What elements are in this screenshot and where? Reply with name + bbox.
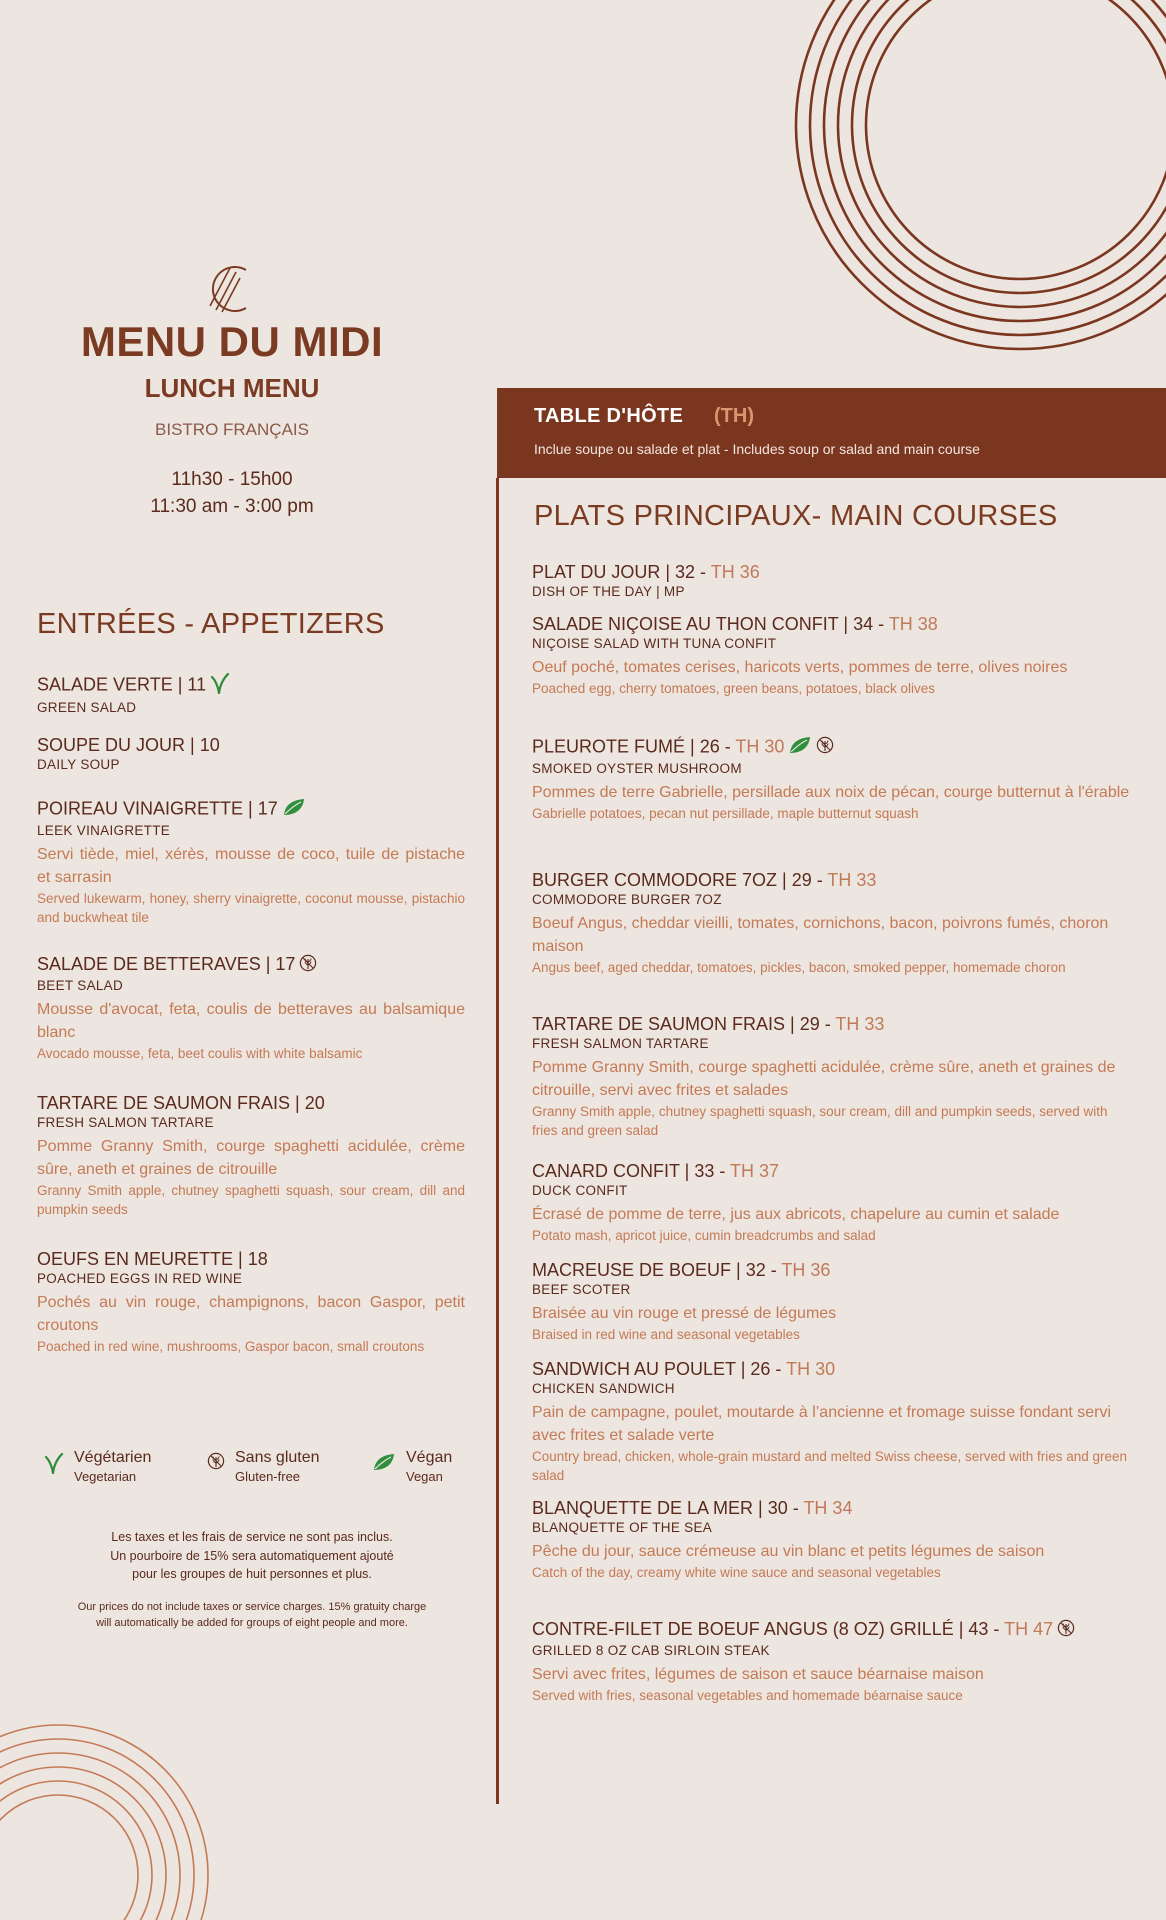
table-dhote-price: TH 30: [735, 736, 785, 757]
item-english-name: BEET SALAD: [37, 977, 124, 993]
item-description-en: Avocado mousse, feta, beet coulis with white balsamic: [37, 1045, 363, 1061]
item-name: [532, 1497, 1133, 1519]
menu-item-blanquette-of-the-sea: [532, 1497, 1133, 1582]
item-description-fr: Pommes de terre Gabrielle, persillade aux noix de pécan, courge butternut à l'érable: [532, 784, 1130, 801]
note-line: pour les groupes de huit personnes et plus.: [132, 1567, 372, 1581]
legend-vegetarian: [44, 1448, 151, 1485]
item-description-en: Served with fries, seasonal vegetables and homemade béarnaise sauce: [532, 1687, 963, 1703]
menu-item-fresh-salmon-tartare: [37, 1092, 465, 1219]
table-dhote-price: TH 34: [803, 1498, 853, 1518]
column-divider: [496, 478, 499, 1804]
item-description-en: Country bread, chicken, whole-grain mustard and melted Swiss cheese, served with fries and green salad: [532, 1449, 1128, 1483]
item-description-en: Catch of the day, creamy white wine sauce and seasonal vegetables: [532, 1565, 941, 1580]
vegan-icon: [282, 797, 306, 822]
item-english-name: FRESH SALMON TARTARE: [37, 1115, 214, 1130]
item-name: [532, 1259, 1133, 1281]
item-english-name: DUCK CONFIT: [532, 1183, 628, 1198]
legend-label-fr: Végan: [406, 1449, 453, 1466]
menu-item-poached-eggs-in-red-wine: [37, 1248, 465, 1356]
legend-label-fr: Végétarien: [74, 1449, 152, 1466]
item-description-en: Potato mash, apricot juice, cumin breadcrumbs and salad: [532, 1228, 876, 1243]
legend-label-en: Vegetarian: [74, 1469, 137, 1484]
vegan-icon: [372, 1452, 396, 1477]
item-name-price: SOUPE DU JOUR | 10: [37, 735, 220, 755]
item-name: [532, 1160, 1133, 1182]
table-dhote-price: TH 36: [710, 562, 760, 582]
decorative-arc: [796, 0, 1166, 349]
menu-item-dish-of-the-day-mp: [532, 561, 1133, 601]
hours-fr: 11h30 - 15h00: [171, 469, 293, 490]
table-dhote-abbr: (TH): [714, 405, 754, 427]
decorative-arc: [0, 1725, 208, 1920]
item-english-name: BLANQUETTE OF THE SEA: [532, 1520, 713, 1535]
item-name: [532, 561, 1133, 583]
gluten-free-icon: [207, 1452, 225, 1475]
item-name-price: TARTARE DE SAUMON FRAIS | 20: [37, 1093, 325, 1113]
item-description-en: Angus beef, aged cheddar, tomatoes, pickles, bacon, smoked pepper, homemade choron: [532, 960, 1066, 975]
item-description-fr: Braisée au vin rouge et pressé de légumes: [532, 1305, 837, 1322]
item-english-name: GREEN SALAD: [37, 700, 137, 715]
item-description-fr: Pêche du jour, sauce crémeuse au vin blanc et petits légumes de saison: [532, 1543, 1045, 1560]
item-description-fr: Écrasé de pomme de terre, jus aux abricots, chapelure au cumin et salade: [532, 1206, 1060, 1223]
decorative-arc: [824, 0, 1166, 321]
menu-item-duck-confit: [532, 1160, 1133, 1245]
hours-en: 11:30 am - 3:00 pm: [150, 496, 314, 517]
item-name: [532, 1358, 1133, 1380]
item-description-en: Poached in red wine, mushrooms, Gaspor bacon, small croutons: [37, 1339, 425, 1354]
item-name: [37, 1248, 465, 1270]
menu-item-fresh-salmon-tartare: [532, 1013, 1133, 1140]
menu-item-grilled-8-oz-cab-sirloin-steak: [532, 1618, 1133, 1705]
item-description-fr: Servi avec frites, légumes de saison et sauce béarnaise maison: [532, 1665, 984, 1683]
item-description-fr: Servi tiède, miel, xérès, mousse de coco, tuile de pistache et sarrasin: [37, 846, 465, 886]
item-english-name: DISH OF THE DAY | MP: [532, 584, 685, 599]
item-name: [37, 672, 465, 699]
note-line: Un pourboire de 15% sera automatiquement ajouté: [110, 1548, 394, 1563]
item-name-price: SALADE VERTE | 11: [37, 674, 207, 695]
opening-hours: [37, 466, 427, 520]
table-dhote-price: TH 36: [781, 1260, 831, 1280]
table-dhote-price: TH 38: [888, 614, 938, 634]
note-line: Our prices do not include taxes or service charges. 15% gratuity charge: [77, 1601, 427, 1613]
item-description-en: Served lukewarm, honey, sherry vinaigrette, coconut mousse, pistachio and buckwheat tile: [37, 891, 465, 925]
item-description-fr: Boeuf Angus, cheddar vieilli, tomates, cornichons, bacon, poivrons fumés, choron maison: [532, 915, 1109, 955]
note-line: Les taxes et les frais de service ne sont pas inclus.: [111, 1530, 393, 1544]
item-english-name: GRILLED 8 OZ CAB SIRLOIN STEAK: [532, 1642, 770, 1658]
item-english-name: FRESH SALMON TARTARE: [532, 1036, 709, 1051]
item-name: [37, 953, 465, 977]
item-english-name: SMOKED OYSTER MUSHROOM: [532, 761, 742, 776]
item-name-price: SANDWICH AU POULET | 26 -: [532, 1359, 787, 1379]
legend-label-en: Vegan: [406, 1469, 443, 1484]
table-dhote-price: TH 33: [835, 1014, 885, 1034]
item-description-fr: Mousse d'avocat, feta, coulis de betteraves au balsamique blanc: [37, 1000, 465, 1041]
item-description-fr: Pain de campagne, poulet, moutarde à l’ancienne et fromage suisse fondant servi avec frites et salade verte: [532, 1404, 1112, 1444]
decorative-arc: [0, 1795, 138, 1920]
menu-item-smoked-oyster-mushroom: [532, 735, 1133, 823]
table-dhote-price: TH 33: [827, 870, 877, 890]
item-description-fr: Oeuf poché, tomates cerises, haricots verts, pommes de terre, olives noires: [532, 659, 1068, 676]
decorative-arc: [852, 0, 1166, 293]
item-name: [37, 734, 465, 756]
item-name-price: CANARD CONFIT | 33 -: [532, 1161, 731, 1181]
menu-item-commodore-burger-7oz: [532, 869, 1133, 977]
item-description-en: Braised in red wine and seasonal vegetables: [532, 1327, 800, 1342]
item-description-en: Poached egg, cherry tomatoes, green beans, potatoes, black olives: [532, 681, 935, 696]
logo-icon: [200, 262, 250, 316]
table-dhote-banner: [497, 388, 1166, 478]
mains-title: PLATS PRINCIPAUX- MAIN COURSES: [534, 500, 1058, 532]
table-dhote-title: TABLE D'HÔTE: [534, 405, 684, 427]
item-name-price: TARTARE DE SAUMON FRAIS | 29 -: [532, 1014, 836, 1034]
item-name: [37, 1092, 465, 1114]
table-dhote-price: TH 30: [786, 1359, 836, 1379]
menu-item-green-salad: [37, 672, 465, 717]
menu-item-nicoise-salad-with-tuna-confit: [532, 613, 1133, 698]
item-name-price: MACREUSE DE BOEUF | 32 -: [532, 1260, 782, 1280]
vegetarian-icon: [210, 672, 230, 699]
item-name: [532, 1013, 1133, 1035]
item-english-name: COMMODORE BURGER 7OZ: [532, 892, 722, 907]
item-english-name: BEEF SCOTER: [532, 1282, 631, 1297]
item-description-en: Granny Smith apple, chutney spaghetti squash, sour cream, dill and pumpkin seeds: [37, 1183, 465, 1217]
table-dhote-price: TH 37: [730, 1161, 780, 1181]
item-english-name: POACHED EGGS IN RED WINE: [37, 1271, 243, 1286]
item-name-price: PLAT DU JOUR | 32 -: [532, 562, 711, 582]
table-dhote-price: TH 47: [1004, 1619, 1054, 1639]
item-english-name: NIÇOISE SALAD WITH TUNA CONFIT: [532, 636, 777, 651]
item-name-price: PLEUROTE FUMÉ | 26 -: [532, 736, 736, 757]
item-description-fr: Pochés au vin rouge, champignons, bacon Gaspor, petit croutons: [37, 1294, 465, 1334]
item-name: [532, 613, 1133, 635]
gluten-free-icon: [816, 736, 834, 759]
decorative-arc: [866, 0, 1166, 279]
item-name: [532, 1618, 1133, 1642]
item-description-en: Gabrielle potatoes, pecan nut persillade, maple butternut squash: [532, 806, 919, 821]
restaurant-type: BISTRO FRANÇAIS: [155, 420, 309, 439]
item-name-price: BLANQUETTE DE LA MER | 30 -: [532, 1498, 804, 1518]
menu-item-beef-scoter: [532, 1259, 1133, 1344]
decorative-arcs-bottom: [0, 1660, 300, 1920]
note-line: will automatically be added for groups of eight people and more.: [96, 1616, 408, 1629]
item-description-fr: Pomme Granny Smith, courge spaghetti acidulée, crème sûre, aneth et graines de citrouille: [37, 1138, 465, 1178]
gluten-free-icon: [1057, 1619, 1075, 1642]
item-name-price: OEUFS EN MEURETTE | 18: [37, 1249, 268, 1269]
legend-label-en: Gluten-free: [235, 1469, 301, 1484]
item-description-fr: Pomme Granny Smith, courge spaghetti acidulée, crème sûre, aneth et graines de citrouille, servi avec frites et salades: [532, 1059, 1116, 1099]
menu-title: MENU DU MIDI: [80, 318, 384, 365]
item-name: [37, 797, 465, 822]
menu-item-daily-soup: [37, 734, 465, 774]
item-english-name: DAILY SOUP: [37, 757, 120, 772]
item-english-name: LEEK VINAIGRETTE: [37, 823, 171, 838]
appetizers-title: ENTRÉES - APPETIZERS: [37, 608, 385, 640]
decorative-arc: [0, 1767, 166, 1920]
item-name-price: POIREAU VINAIGRETTE | 17: [37, 798, 278, 819]
item-description-en: Granny Smith apple, chutney spaghetti squash, sour cream, dill and pumpkin seeds, served with fries and green salad: [532, 1104, 1108, 1138]
legend-label-fr: Sans gluten: [235, 1449, 320, 1466]
item-name: [532, 735, 1133, 760]
legend-gluten-free: [207, 1448, 320, 1485]
item-name-price: BURGER COMMODORE 7OZ | 29 -: [532, 870, 828, 890]
vegetarian-icon: [44, 1452, 64, 1479]
vegan-icon: [788, 735, 812, 760]
tax-note-en: [47, 1600, 457, 1631]
menu-item-leek-vinaigrette: [37, 797, 465, 927]
legend-vegan: [372, 1448, 452, 1485]
tax-note-fr: [47, 1528, 457, 1584]
menu-subtitle: LUNCH MENU: [144, 373, 320, 403]
item-name-price: SALADE DE BETTERAVES | 17: [37, 954, 296, 974]
gluten-free-icon: [299, 954, 317, 977]
menu-item-beet-salad: [37, 953, 465, 1063]
menu-item-chicken-sandwich: [532, 1358, 1133, 1485]
table-dhote-subtitle: Inclue soupe ou salade et plat - Includes soup or salad and main course: [534, 441, 980, 457]
decorative-arc: [0, 1781, 152, 1920]
item-name-price: SALADE NIÇOISE AU THON CONFIT | 34 -: [532, 614, 889, 634]
item-name-price: CONTRE-FILET DE BOEUF ANGUS (8 OZ) GRILLÉ | 43 -: [532, 1619, 1005, 1639]
item-english-name: CHICKEN SANDWICH: [532, 1381, 675, 1396]
item-name: [532, 869, 1133, 891]
